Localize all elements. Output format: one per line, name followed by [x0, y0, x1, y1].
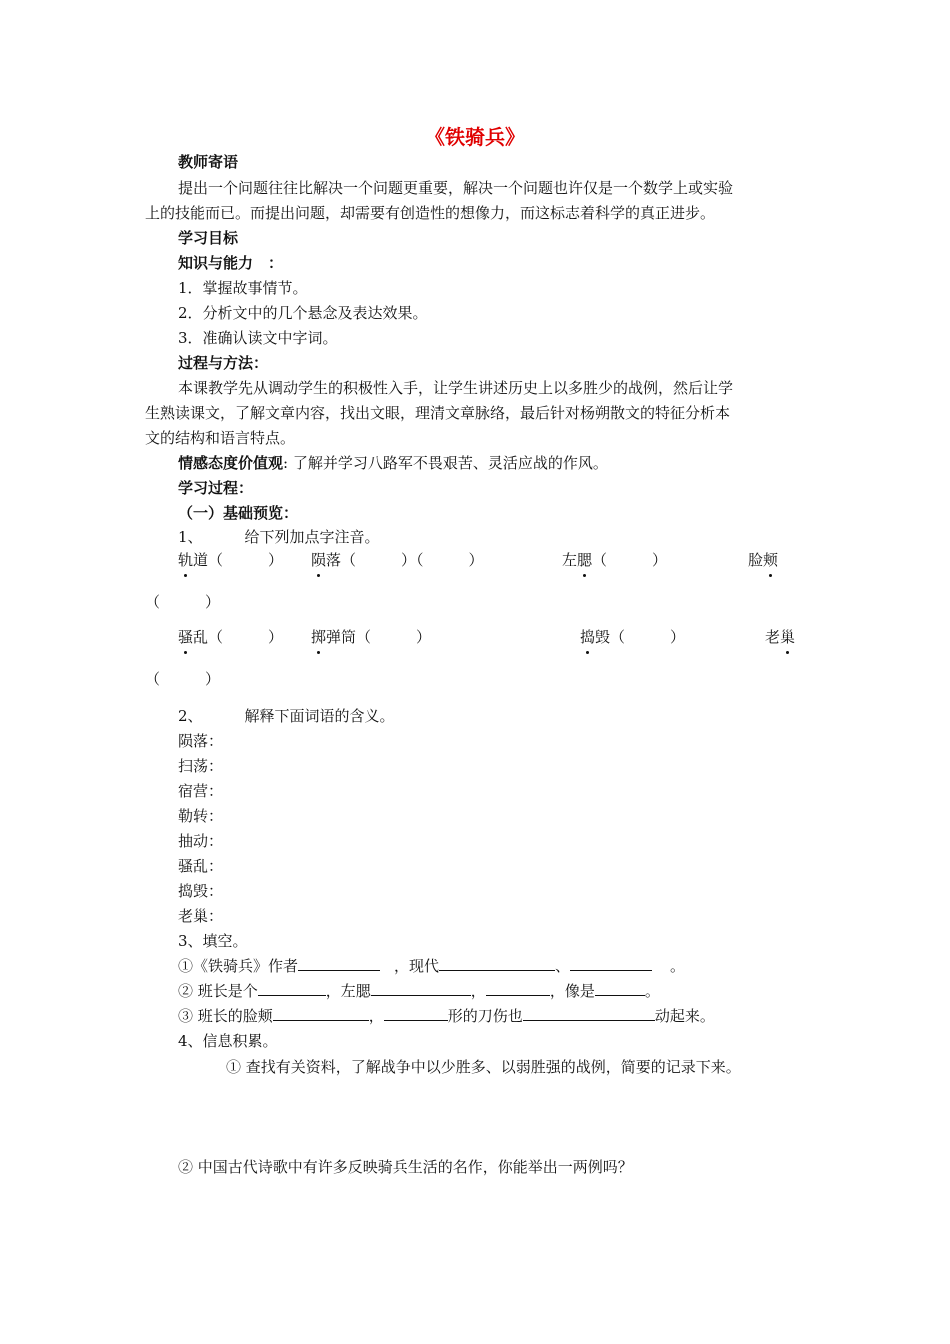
vocab-item: 骚乱： [178, 857, 224, 875]
section-heading: （一）基础预览： [178, 504, 299, 522]
dotted-char: 腮 [577, 551, 593, 569]
question-1 [178, 527, 380, 547]
teacher-words-heading: 教师寄语 [178, 153, 239, 171]
goal-item: 1．掌握故事情节。 [178, 279, 308, 297]
dotted-char: 轨 [178, 551, 194, 569]
emotion-goal [178, 453, 608, 473]
dotted-char: 掷 [311, 628, 327, 646]
dotted-char: 颊 [763, 551, 779, 569]
question-2 [178, 706, 395, 726]
fill-blank[interactable] [298, 956, 380, 971]
word-zhidantong: 掷弹筒（ ） [311, 628, 432, 646]
word-guidao: 轨道（ ） [178, 551, 284, 569]
goals-heading: 学习目标 [178, 229, 239, 247]
fill-blank[interactable] [384, 1006, 448, 1021]
word-yunluo: 陨落（ ）（ ） [311, 551, 484, 569]
document-title: 《铁骑兵》 [425, 125, 525, 149]
fill-blank[interactable] [570, 956, 652, 971]
goal-item: 3．准确认读文中字词。 [178, 329, 338, 347]
study-process-heading: 学习过程： [178, 479, 254, 497]
answer-paren: （ ） [145, 670, 221, 688]
emotion-heading: 情感态度价值观 [178, 454, 284, 472]
fill-blank[interactable] [371, 981, 471, 996]
dotted-char: 捣 [580, 628, 596, 646]
dotted-char: 骚 [178, 628, 194, 646]
vocab-item: 老巢： [178, 907, 224, 925]
knowledge-heading: 知识与能力 ： [178, 254, 284, 272]
fill-line-3: ③ 班长的脸颊 ， 形的刀伤也 动起来。 [178, 1007, 715, 1025]
fill-blank[interactable] [523, 1006, 655, 1021]
question-number: 2、 [178, 707, 203, 725]
fill-blank[interactable] [439, 956, 555, 971]
question-4-part-2: ② 中国古代诗歌中有许多反映骑兵生活的名作，你能举出一两例吗？ [178, 1158, 633, 1176]
vocab-item: 抽动： [178, 832, 224, 850]
word-zuosai: 左腮（ ） [562, 551, 668, 569]
fill-line-1: ①《铁骑兵》作者 ，现代 、 。 [178, 957, 686, 975]
vocab-item: 勒转： [178, 807, 224, 825]
teacher-words-line: 上的技能而已。而提出问题，却需要有创造性的想像力，而这标志着科学的真正进步。 [145, 204, 716, 222]
dotted-char: 巢 [780, 628, 796, 646]
emotion-text: : 了解并学习八路军不畏艰苦、灵活应战的作风。 [283, 454, 608, 472]
process-method-line: 文的结构和语言特点。 [145, 429, 296, 447]
teacher-words-line: 提出一个问题往往比解决一个问题更重要，解决一个问题也许仅是一个数学上或实验 [178, 179, 734, 197]
word-lianjia: 脸颊 [748, 551, 779, 569]
fill-blank[interactable] [273, 1006, 369, 1021]
word-laochao: 老巢 [765, 628, 796, 646]
vocab-item: 捣毁： [178, 882, 224, 900]
goal-item: 2．分析文中的几个悬念及表达效果。 [178, 304, 428, 322]
process-method-line: 生熟读课文，了解文章内容，找出文眼，理清文章脉络，最后针对杨朔散文的特征分析本 [145, 404, 731, 422]
question-3: 3、填空。 [178, 932, 248, 950]
process-method-heading: 过程与方法： [178, 354, 269, 372]
question-text: 解释下面词语的含义。 [244, 707, 395, 725]
fill-blank[interactable] [486, 981, 550, 996]
question-4-part-1: ① 查找有关资料，了解战争中以少胜多、以弱胜强的战例，简要的记录下来。 [226, 1058, 741, 1076]
word-daohui: 捣毁（ ） [580, 628, 686, 646]
vocab-item: 扫荡： [178, 757, 224, 775]
vocab-item: 宿营： [178, 782, 224, 800]
word-saoluan: 骚乱（ ） [178, 628, 284, 646]
question-4: 4、信息积累。 [178, 1032, 278, 1050]
fill-blank[interactable] [595, 981, 645, 996]
dotted-char: 陨 [311, 551, 327, 569]
vocab-item: 陨落： [178, 732, 224, 750]
answer-paren: （ ） [145, 593, 221, 611]
fill-line-2: ② 班长是个 ，左腮 ， ，像是 。 [178, 982, 660, 1000]
process-method-line: 本课教学先从调动学生的积极性入手，让学生讲述历史上以多胜少的战例，然后让学 [178, 379, 734, 397]
fill-blank[interactable] [258, 981, 326, 996]
question-text: 给下列加点字注音。 [244, 528, 380, 546]
question-number: 1、 [178, 528, 203, 546]
